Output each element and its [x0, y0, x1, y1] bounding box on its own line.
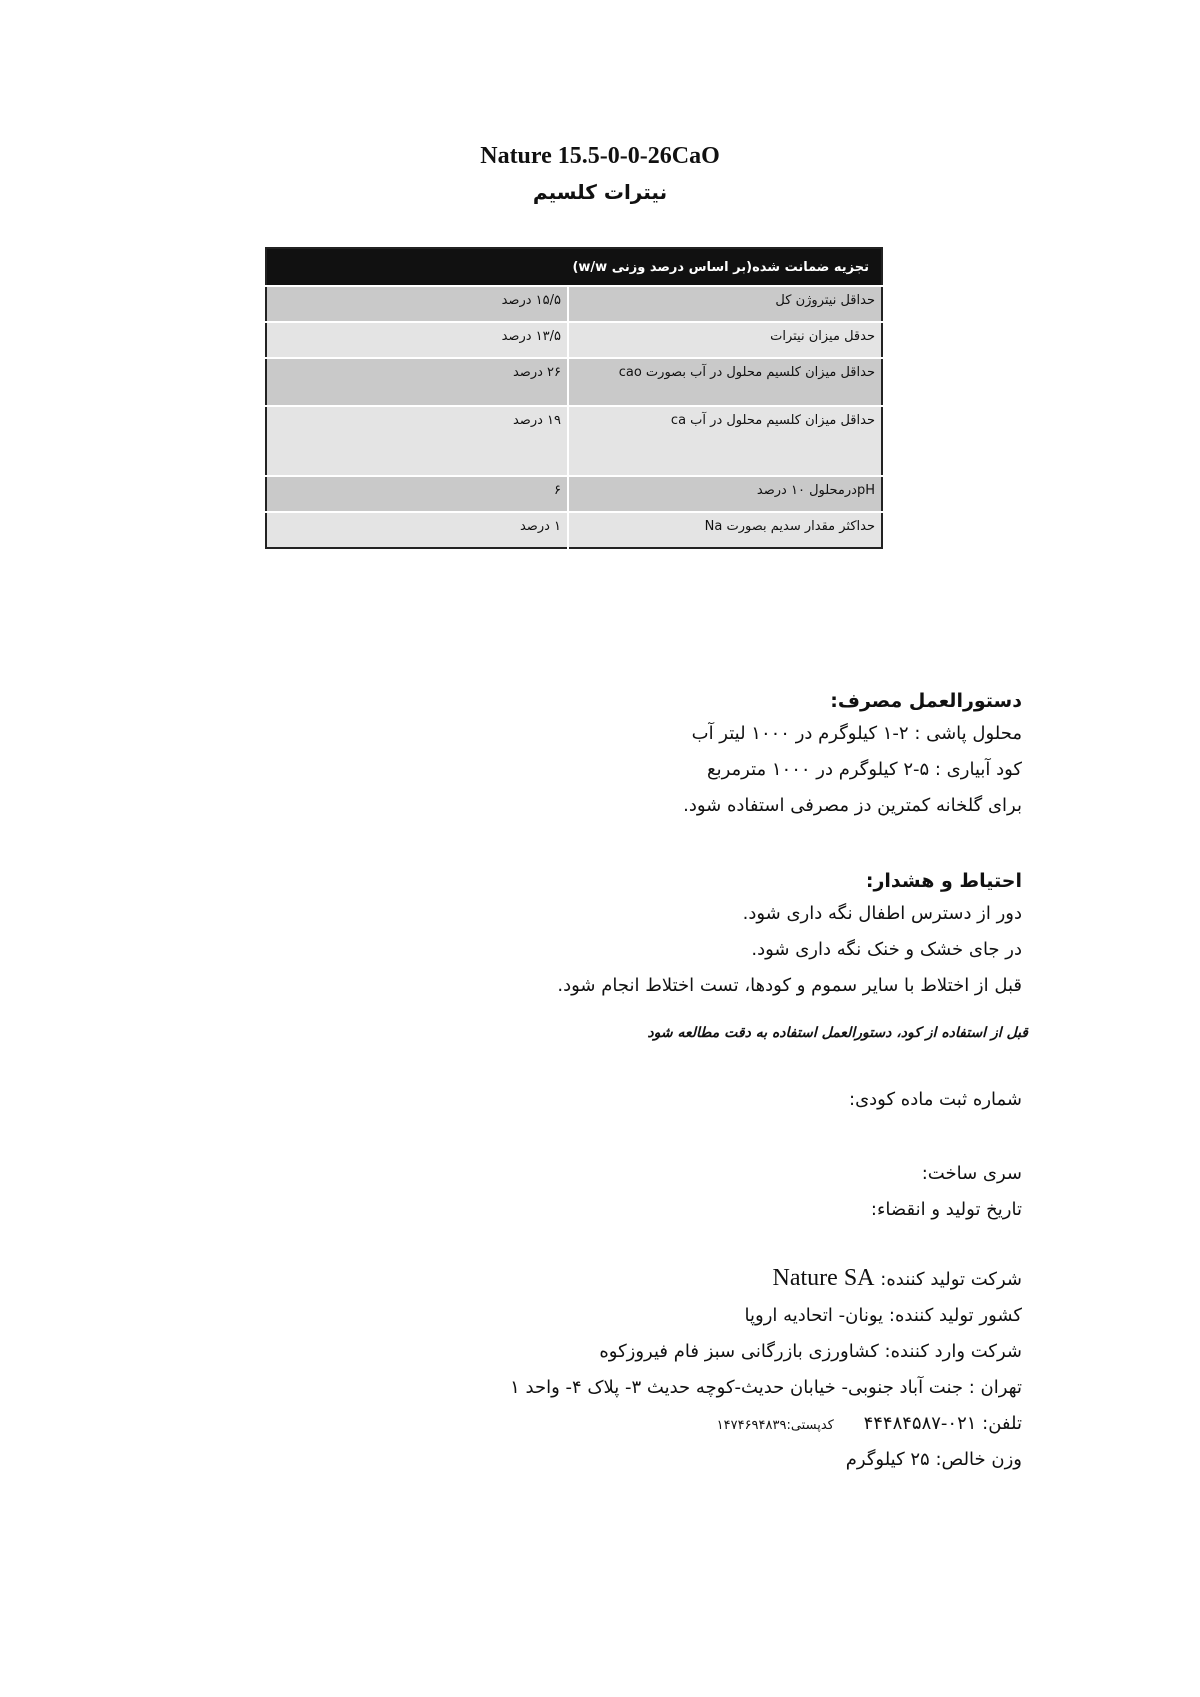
table-row: [266, 406, 882, 476]
row-label: حدقل میزان نیترات: [568, 322, 882, 358]
batch-number: سری ساخت:: [921, 1163, 1022, 1184]
manufacturer: [773, 1260, 1022, 1298]
row-value: ۲۶ درصد: [266, 358, 568, 406]
row-value: ۶: [266, 476, 568, 512]
manufacturer-label: شرکت تولید کننده:: [880, 1269, 1022, 1290]
warning-line: در جای خشک و خنک نگه داری شود.: [751, 939, 1022, 960]
table-row: [266, 322, 882, 358]
usage-line: کود آبیاری : ۵-۲ کیلوگرم در ۱۰۰۰ مترمربع: [706, 759, 1022, 780]
phone: تلفن: ۰۲۱-۴۴۴۸۴۵۸۷: [863, 1413, 1022, 1434]
warning-line: قبل از اختلاط با سایر سموم و کودها، تست اختلاط انجام شود.: [557, 975, 1022, 996]
read-instructions-note: قبل از استفاده از کود، دستورالعمل استفاده به دقت مطالعه شود: [647, 1025, 1028, 1041]
postal-code: کدپستی:۱۴۷۴۶۹۴۸۳۹: [716, 1418, 834, 1433]
address: تهران : جنت آباد جنوبی- خیابان حدیث-کوچه حدیث ۳- پلاک ۴- واحد ۱: [510, 1377, 1022, 1398]
registration-number: شماره ثبت ماده کودی:: [849, 1089, 1022, 1110]
production-expiry-date: تاریخ تولید و انقضاء:: [870, 1199, 1022, 1220]
usage-line: محلول پاشی : ۲-۱ کیلوگرم در ۱۰۰۰ لیتر آب: [691, 723, 1022, 744]
contact-line: [717, 1406, 1022, 1444]
manufacturer-name: Nature SA: [772, 1265, 875, 1291]
usage-section: [683, 690, 1022, 824]
row-label: pHدرمحلول ۱۰ درصد: [568, 476, 882, 512]
row-value: ۱۹ درصد: [266, 406, 568, 476]
row-value: ۱۵/۵ درصد: [266, 286, 568, 322]
importer: شرکت وارد کننده: کشاورزی بازرگانی سبز فام فیروزکوه: [599, 1341, 1022, 1362]
warning-line: دور از دسترس اطفال نگه داری شود.: [742, 903, 1022, 924]
table-row: [266, 476, 882, 512]
row-value: ۱ درصد: [266, 512, 568, 548]
product-title-fa: نیترات کلسیم: [532, 180, 668, 204]
usage-heading: دستورالعمل مصرف:: [830, 690, 1022, 712]
row-label: حداقل میزان کلسیم محلول در آب ca: [568, 406, 882, 476]
table-header: تجزیه ضمانت شده(بر اساس درصد وزنی w/w): [266, 248, 882, 286]
warning-heading: احتیاط و هشدار:: [865, 870, 1022, 892]
row-label: حداقل میزان کلسیم محلول در آب بصورت cao: [568, 358, 882, 406]
row-label: حداقل نیتروژن کل: [568, 286, 882, 322]
table-row: [266, 286, 882, 322]
warning-section: [557, 870, 1022, 1004]
usage-line: برای گلخانه کمترین دز مصرفی استفاده شود.: [683, 795, 1022, 816]
guaranteed-analysis-table: [265, 247, 883, 549]
table-row: [266, 358, 882, 406]
row-label: حداکثر مقدار سدیم بصورت Na: [568, 512, 882, 548]
manufacturer-country: کشور تولید کننده: یونان- اتحادیه اروپا: [744, 1305, 1022, 1326]
row-value: ۱۳/۵ درصد: [266, 322, 568, 358]
net-weight: وزن خالص: ۲۵ کیلوگرم: [845, 1449, 1022, 1470]
product-title-en: Nature 15.5-0-0-26CaO: [480, 143, 720, 169]
table-row: [266, 512, 882, 548]
